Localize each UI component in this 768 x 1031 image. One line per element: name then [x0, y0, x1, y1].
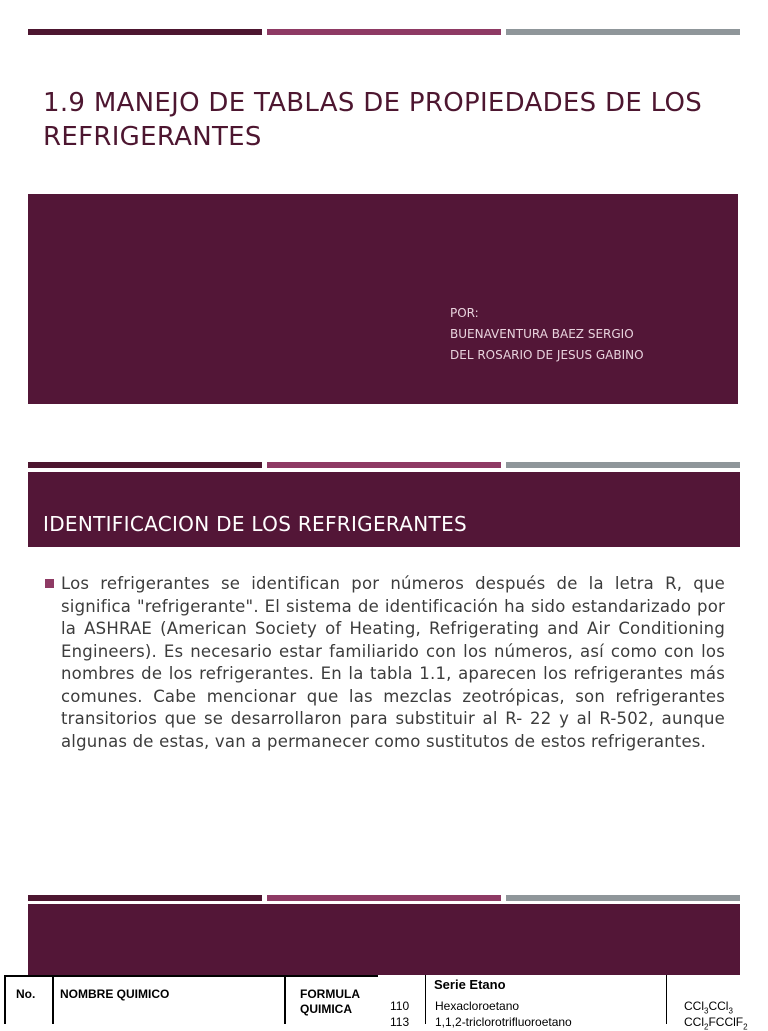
accent-bar-dark: [28, 895, 262, 901]
series-label: Serie Etano: [434, 977, 506, 992]
table-header-formula: [300, 987, 360, 1017]
body-paragraph: Los refrigerantes se identifican por números después de la letra R, que significa "refrigerante". El sistema de identificación ha sido estandarizado por la ASHRAE (American Society of Heating, Refrigerating and Air Conditioning Engineers). Es necesario estar familiarido con los números, así como con los nombres de los refrigerantes. En la tabla 1.1, aparecen los refrigerantes más comunes. Cabe mencionar que las mezclas zeotrópicas, son refrigerantes transitorios que se desarrollaron para substituir al R- 22 y al R-502, aunque algunas de estas, van a permanecer como sustitutos de estos refrigerantes.: [61, 574, 725, 751]
table-border-top: [4, 975, 378, 977]
table-cell-no: 113: [390, 1015, 410, 1029]
title-slide-band: [28, 194, 738, 404]
square-bullet-icon: [45, 579, 54, 588]
table-border-left: [4, 975, 6, 1024]
table-column-divider: [52, 975, 54, 1024]
accent-bar-gray: [506, 462, 740, 468]
table-header-formula-line: QUIMICA: [300, 1002, 352, 1016]
authors-label: POR:: [450, 306, 479, 320]
section-heading: IDENTIFICACION DE LOS REFRIGERANTES: [43, 512, 467, 536]
accent-bar-gray: [506, 895, 740, 901]
author-name: BUENAVENTURA BAEZ SERGIO: [450, 327, 634, 341]
authors-block: [450, 303, 644, 366]
table-cell-name: 1,1,2-triclorotrifluoroetano: [435, 1015, 572, 1029]
table-column-divider: [284, 975, 286, 1024]
accent-bar-dark: [28, 29, 262, 35]
accent-bar-pink: [267, 29, 501, 35]
accent-bar-dark: [28, 462, 262, 468]
table-header-name: NOMBRE QUIMICO: [60, 987, 170, 1001]
author-name: DEL ROSARIO DE JESUS GABINO: [450, 348, 644, 362]
refrigerant-table: [4, 975, 768, 1031]
accent-bar-gray: [506, 29, 740, 35]
accent-bar-pink: [267, 895, 501, 901]
table-cell-name: Hexacloroetano: [435, 999, 520, 1013]
table-column-divider: [425, 975, 426, 1024]
table-column-divider: [666, 975, 667, 1024]
slide-title: 1.9 MANEJO DE TABLAS DE PROPIEDADES DE LOS REFRIGERANTES: [43, 88, 703, 152]
table-header-no: No.: [16, 987, 36, 1001]
accent-bar-pink: [267, 462, 501, 468]
table-header-formula-line: FORMULA: [300, 987, 360, 1001]
table-cell-formula: CCl$_3$CCl$_3$: [684, 999, 733, 1016]
table-cell-no: 110: [390, 999, 410, 1013]
table-cell-formula: CCl$_2$FCClF$_2$: [684, 1015, 748, 1031]
